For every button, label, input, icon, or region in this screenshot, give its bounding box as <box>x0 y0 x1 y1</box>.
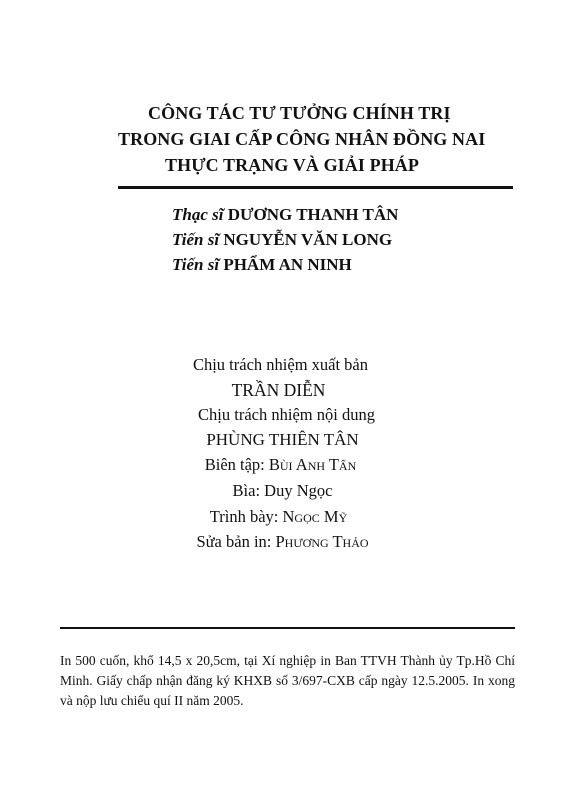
cover-label: Bìa: <box>232 481 261 500</box>
layout-name: Ngọc Mỹ <box>282 507 348 526</box>
imprint-divider <box>60 627 515 629</box>
proofreader-label: Sửa bản in: <box>196 532 272 551</box>
author-3-degree: Tiến sĩ <box>172 255 220 274</box>
publisher-responsibility-label: Chịu trách nhiệm xuất bản <box>192 355 369 374</box>
cover-name: Duy Ngọc <box>264 481 333 500</box>
layout-label: Trình bày: <box>209 507 279 526</box>
layout-line <box>0 507 559 527</box>
book-title-line-3: THỰC TRẠNG VÀ GIẢI PHÁP <box>165 155 419 175</box>
author-3-name: PHẨM AN NINH <box>223 255 352 274</box>
author-2-degree: Tiến sĩ <box>172 230 220 249</box>
author-3 <box>172 255 352 275</box>
author-1-degree: Thạc sĩ <box>172 205 224 224</box>
book-title-line-2: TRONG GIAI CẤP CÔNG NHÂN ĐỒNG NAI <box>118 129 486 149</box>
book-title-line-1: CÔNG TÁC TƯ TƯỞNG CHÍNH TRỊ <box>148 103 451 123</box>
imprint-text: In 500 cuốn, khổ 14,5 x 20,5cm, tại Xí nghiệp in Ban TTVH Thành ủy Tp.Hồ Chí Minh. Giấy chấp nhận đăng ký KHXB số 3/697-CXB cấp ngày 12.5.2005. In xong và nộp lưu chiểu quí II năm 2005. <box>60 653 515 708</box>
author-2 <box>172 230 392 250</box>
content-responsibility-label: Chịu trách nhiệm nội dung <box>198 405 375 424</box>
proofreader-line <box>2 532 561 552</box>
content-responsibility-name: PHÙNG THIÊN TÂN <box>206 430 359 449</box>
editor-line <box>0 455 561 475</box>
editor-name: Bùi Anh Tấn <box>268 455 357 474</box>
title-divider <box>118 186 513 189</box>
publisher-responsibility-name: TRẦN DIỄN <box>231 380 326 400</box>
author-1-name: DƯƠNG THANH TÂN <box>227 205 399 224</box>
proofreader-name: Phương Thảo <box>275 532 369 551</box>
editor-label: Biên tập: <box>204 455 265 474</box>
author-1 <box>172 205 398 225</box>
cover-line <box>2 481 561 501</box>
author-2-name: NGUYỄN VĂN LONG <box>223 230 393 249</box>
